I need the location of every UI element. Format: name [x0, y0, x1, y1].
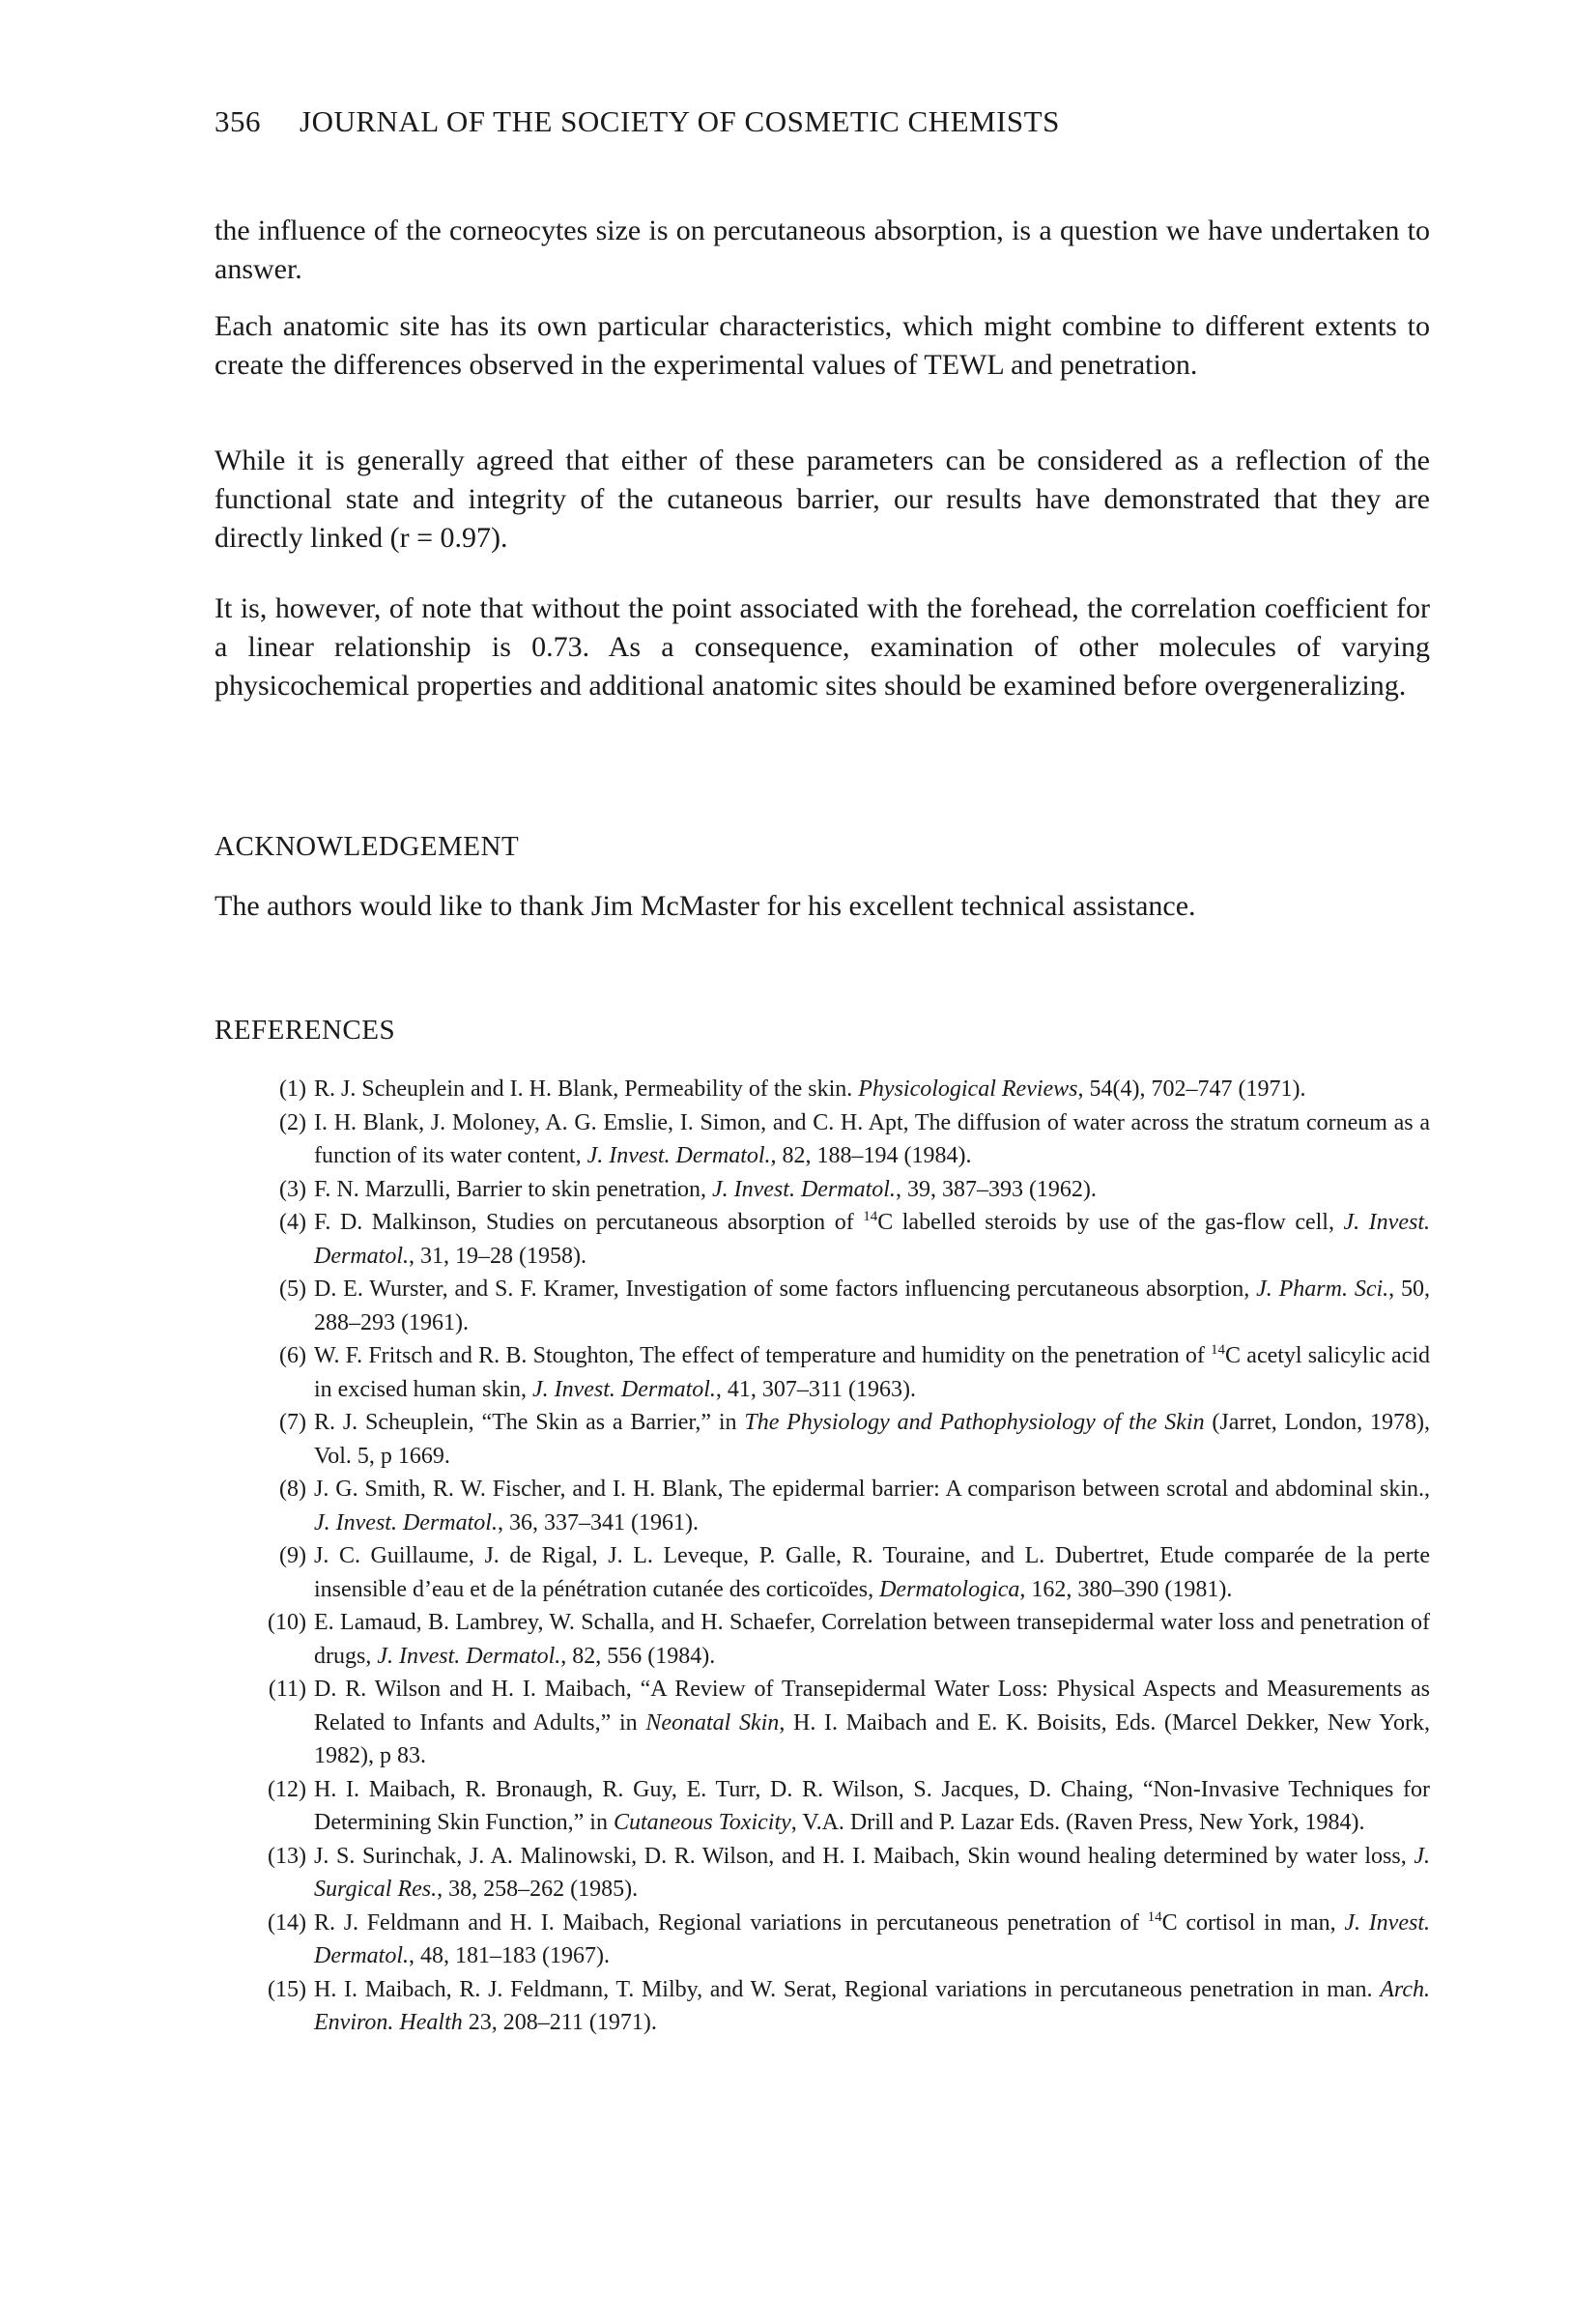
reference-segment: H. I. Maibach, R. Bronaugh, R. Guy, E. Turr, D. R. Wilson, S. Jacques, D. Chaing, “Non-Invasive Techniques for Determining Skin Function,” in: [314, 1776, 1430, 1835]
reference-item: [214, 1539, 1430, 1606]
reference-number: (5): [279, 1277, 306, 1302]
reference-text: [314, 1339, 1430, 1406]
reference-segment: , 54(4), 702–747 (1971).: [1077, 1076, 1306, 1102]
reference-segment: I. H. Blank, J. Moloney, A. G. Emslie, I. Simon, and C. H. Apt, The diffusion of water across the stratum corneum as a function of its water content,: [314, 1109, 1430, 1168]
reference-number: (12): [268, 1776, 306, 1802]
body-paragraph: It is, however, of note that without the point associated with the forehead, the correlation coefficient for a linear relationship is 0.73. As a consequence, examination of other molecules of varying physicochemical properties and additional anatomic sites should be examined before overgeneralizing.: [214, 592, 1430, 702]
reference-text: [314, 1206, 1430, 1273]
reference-item: [214, 1773, 1430, 1840]
reference-number: (2): [279, 1109, 306, 1135]
references-list: [214, 1073, 1430, 2040]
reference-number: (10): [268, 1610, 306, 1635]
reference-segment: (Jarret, London, 1978), Vol. 5, p 1669.: [314, 1410, 1430, 1469]
reference-source: J. Invest. Dermatol.: [586, 1143, 771, 1168]
acknowledgement-text: The authors would like to thank Jim McMaster for his excellent technical assistance.: [214, 890, 1196, 922]
reference-segment: J. S. Surinchak, J. A. Malinowski, D. R. Wilson, and H. I. Maibach, Skin wound healing determined by water loss,: [314, 1843, 1415, 1869]
reference-text: [314, 1406, 1430, 1473]
reference-source: J. Invest. Dermatol.: [531, 1376, 716, 1402]
running-header: [214, 104, 1430, 139]
reference-source: Physicological Reviews: [858, 1076, 1078, 1102]
reference-item: [214, 1273, 1430, 1339]
reference-segment: R. J. Feldmann and H. I. Maibach, Regional variations in percutaneous penetration of: [314, 1909, 1148, 1936]
reference-text: [314, 1673, 1430, 1773]
reference-source: Dermatologica: [879, 1576, 1020, 1602]
reference-segment: , 82, 556 (1984).: [560, 1643, 716, 1669]
reference-number: (4): [279, 1210, 306, 1235]
reference-number: (11): [268, 1677, 306, 1702]
body-paragraph: Each anatomic site has its own particular characteristics, which might combine to different extents to create the differences observed in the experimental values of TEWL and penetration.: [214, 310, 1430, 381]
reference-text: [314, 1173, 1430, 1207]
reference-text: [314, 1606, 1430, 1673]
reference-segment: C cortisol in man,: [1161, 1909, 1345, 1936]
reference-item: [214, 1339, 1430, 1406]
reference-number: (1): [279, 1076, 306, 1102]
reference-source: J. Invest. Dermatol.: [314, 1909, 1430, 1968]
reference-segment: , H. I. Maibach and E. K. Boisits, Eds. (Marcel Dekker, New York, 1982), p 83.: [314, 1709, 1430, 1768]
reference-item: [214, 1473, 1430, 1539]
reference-source: J. Surgical Res.: [314, 1843, 1430, 1902]
page-number: 356: [214, 104, 261, 138]
reference-text: [314, 1840, 1430, 1907]
reference-number: (14): [268, 1909, 306, 1936]
body-paragraph: the influence of the corneocytes size is on percutaneous absorption, is a question we have undertaken to answer.: [214, 215, 1430, 285]
reference-segment: 23, 208–211 (1971).: [462, 2010, 657, 2035]
reference-segment: E. Lamaud, B. Lambrey, W. Schalla, and H. Schaefer, Correlation between transepidermal water loss and penetration of drugs,: [314, 1610, 1430, 1669]
references-heading: REFERENCES: [214, 1015, 396, 1046]
reference-segment: , 82, 188–194 (1984).: [770, 1143, 972, 1168]
reference-number: (13): [268, 1843, 306, 1869]
reference-item: [214, 1973, 1430, 2040]
reference-source: J. Invest. Dermatol.: [711, 1176, 896, 1202]
reference-number: (9): [279, 1543, 306, 1568]
reference-text: [314, 1073, 1430, 1106]
reference-segment: R. J. Scheuplein, “The Skin as a Barrier,” in: [314, 1410, 745, 1435]
reference-segment: , 36, 337–341 (1961).: [497, 1509, 699, 1535]
reference-text: [314, 1907, 1430, 1973]
reference-segment: F. N. Marzulli, Barrier to skin penetration,: [314, 1176, 712, 1202]
reference-segment: C acetyl salicylic acid in excised human skin,: [314, 1343, 1430, 1402]
isotope-superscript: 14: [1211, 1342, 1226, 1358]
reference-segment: , 50, 288–293 (1961).: [314, 1277, 1430, 1335]
reference-segment: C labelled steroids by use of the gas-flow cell,: [877, 1210, 1344, 1235]
reference-item: [214, 1673, 1430, 1773]
reference-segment: D. R. Wilson and H. I. Maibach, “A Review of Transepidermal Water Loss: Physical Aspects and Measurements as Related to Infants and Adults,” in: [314, 1677, 1430, 1736]
reference-source: J. Invest. Dermatol.: [314, 1210, 1430, 1269]
reference-text: [314, 1273, 1430, 1339]
reference-item: [214, 1840, 1430, 1907]
reference-item: [214, 1907, 1430, 1973]
acknowledgement-heading: ACKNOWLEDGEMENT: [214, 831, 520, 862]
reference-source: The Physiology and Pathophysiology of the Skin: [744, 1410, 1205, 1435]
reference-number: (3): [279, 1176, 306, 1202]
reference-item: [214, 1106, 1430, 1173]
reference-segment: H. I. Maibach, R. J. Feldmann, T. Milby, and W. Serat, Regional variations in percutaneous penetration in man.: [314, 1976, 1381, 2002]
body-paragraph: While it is generally agreed that either of these parameters can be considered as a reflection of the functional state and integrity of the cutaneous barrier, our results have demonstrated that they are directly linked (r = 0.97).: [214, 445, 1430, 554]
journal-title: JOURNAL OF THE SOCIETY OF COSMETIC CHEMISTS: [300, 104, 1060, 138]
reference-source: J. Invest. Dermatol.: [377, 1643, 561, 1669]
reference-segment: J. C. Guillaume, J. de Rigal, J. L. Leveque, P. Galle, R. Touraine, and L. Dubertret, Etude comparée de la perte insensible d’eau et de la pénétration cutanée des corticoïdes,: [314, 1543, 1430, 1602]
reference-item: [214, 1606, 1430, 1673]
reference-segment: , 39, 387–393 (1962).: [895, 1176, 1097, 1202]
isotope-superscript: 14: [1147, 1908, 1162, 1925]
reference-item: [214, 1406, 1430, 1473]
reference-number: (15): [268, 1976, 306, 2002]
reference-source: J. Invest. Dermatol.: [314, 1509, 498, 1535]
reference-number: (7): [279, 1410, 306, 1435]
reference-segment: F. D. Malkinson, Studies on percutaneous absorption of: [314, 1210, 864, 1235]
reference-text: [314, 1773, 1430, 1840]
reference-text: [314, 1106, 1430, 1173]
reference-segment: , 41, 307–311 (1963).: [715, 1376, 917, 1402]
reference-segment: R. J. Scheuplein and I. H. Blank, Permeability of the skin.: [314, 1076, 859, 1102]
reference-segment: D. E. Wurster, and S. F. Kramer, Investigation of some factors influencing percutaneous absorption,: [314, 1277, 1257, 1302]
reference-text: [314, 1973, 1430, 2040]
reference-source: Cutaneous Toxicity: [613, 1810, 791, 1835]
reference-item: [214, 1173, 1430, 1207]
reference-item: [214, 1073, 1430, 1106]
reference-segment: W. F. Fritsch and R. B. Stoughton, The effect of temperature and humidity on the penetration of: [314, 1343, 1212, 1368]
reference-source: Neonatal Skin: [645, 1709, 780, 1736]
reference-number: (8): [279, 1477, 306, 1502]
reference-source: Arch. Environ. Health: [314, 1976, 1430, 2035]
isotope-superscript: 14: [863, 1209, 878, 1224]
reference-segment: , V.A. Drill and P. Lazar Eds. (Raven Press, New York, 1984).: [790, 1810, 1365, 1835]
reference-segment: , 38, 258–262 (1985).: [437, 1877, 639, 1902]
reference-item: [214, 1206, 1430, 1273]
reference-text: [314, 1473, 1430, 1539]
reference-segment: , 162, 380–390 (1981).: [1019, 1576, 1233, 1602]
reference-segment: , 48, 181–183 (1967).: [409, 1943, 610, 1968]
reference-segment: , 31, 19–28 (1958).: [409, 1243, 586, 1269]
reference-segment: J. G. Smith, R. W. Fischer, and I. H. Blank, The epidermal barrier: A comparison between scrotal and abdominal skin.,: [314, 1477, 1430, 1502]
reference-number: (6): [279, 1343, 306, 1368]
reference-text: [314, 1539, 1430, 1606]
reference-source: J. Pharm. Sci.: [1256, 1277, 1389, 1302]
